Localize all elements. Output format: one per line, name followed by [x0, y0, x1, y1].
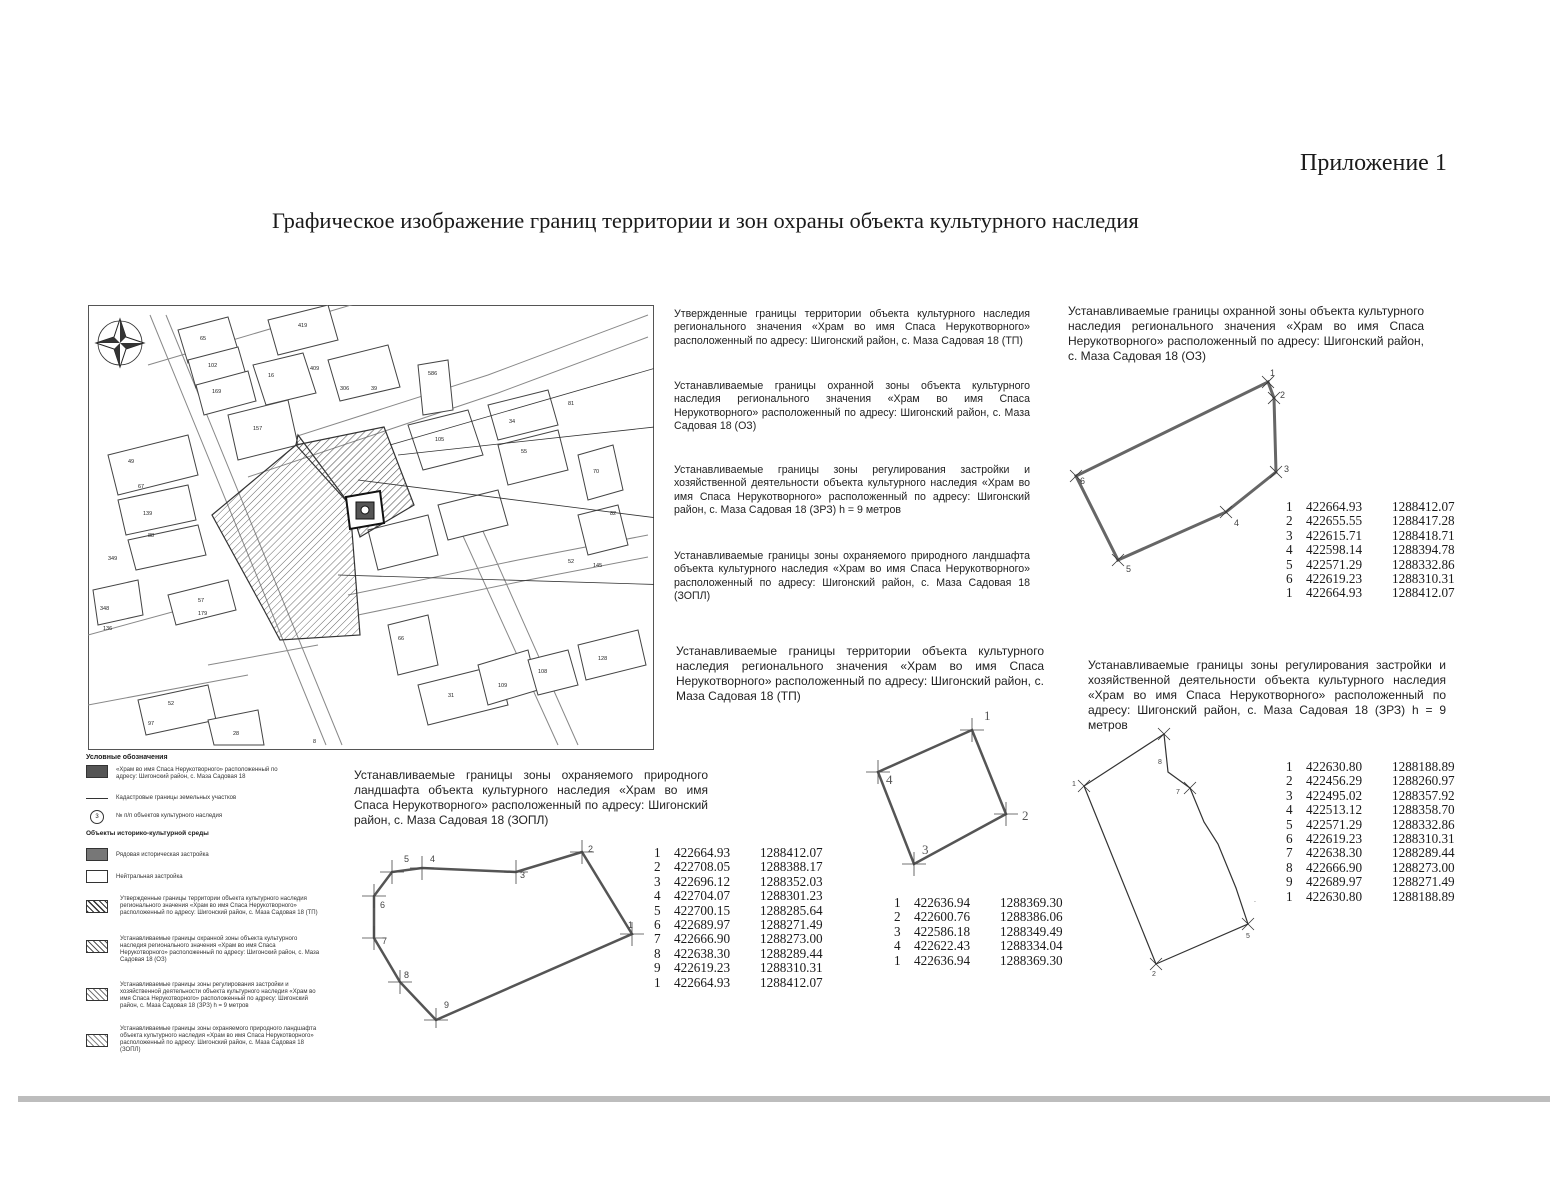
coord-x: 422586.18: [914, 923, 971, 939]
coord-row: [894, 939, 1063, 953]
map-label: 102: [208, 363, 218, 369]
site-map: [88, 305, 654, 750]
coord-row: [654, 947, 823, 961]
map-label: 34: [509, 419, 516, 425]
map-label: 55: [521, 449, 528, 455]
map-label: 136: [103, 626, 113, 632]
panel-zopl-diagram: [356, 838, 646, 1028]
svg-text:2: 2: [588, 844, 594, 854]
coord-row: [1286, 558, 1455, 572]
point-number: 9: [1286, 874, 1293, 890]
coord-row: [1286, 529, 1455, 543]
point-number: 3: [1286, 527, 1293, 543]
coord-x: 422664.93: [674, 845, 731, 860]
coord-y: 1288412.07: [760, 845, 823, 860]
map-label: 31: [448, 693, 455, 699]
coord-x: 422664.93: [674, 974, 731, 990]
map-label: 128: [598, 656, 608, 662]
coord-y: 1288417.28: [1392, 513, 1455, 529]
coord-x: 422655.55: [1306, 513, 1363, 529]
point-number: 4: [1286, 542, 1293, 558]
legend-zrz-swatch: [86, 988, 108, 1001]
svg-text:5: 5: [404, 854, 410, 864]
coord-row: [894, 910, 1063, 924]
point-number: 7: [1286, 845, 1293, 861]
point-number: 5: [1286, 556, 1293, 572]
annotation-zopl: Устанавливаемые границы зоны охраняемого природного ландшафта объекта культурного наследия «Храм во имя Спаса Нерукотворного» расположенный по адресу: Шигонский район, с. Маза Садовая 18 (ЗОПЛ): [674, 550, 1030, 603]
map-label: 82: [610, 511, 617, 517]
coord-y: 1288273.00: [760, 931, 823, 947]
coord-x: 422666.90: [1306, 859, 1363, 875]
coord-y: 1288188.89: [1392, 888, 1455, 904]
map-label: 28: [233, 731, 240, 737]
coord-y: 1288349.49: [1000, 923, 1063, 939]
point-number: 1: [1286, 499, 1293, 514]
coord-row: [654, 918, 823, 932]
coord-x: 422571.29: [1306, 556, 1363, 572]
coord-y: 1288369.30: [1000, 895, 1063, 910]
map-label: 179: [198, 611, 208, 617]
svg-text:8: 8: [1158, 759, 1162, 766]
coord-y: 1288388.17: [760, 859, 823, 875]
legend-cadastral-line: [86, 798, 108, 799]
coord-x: 422619.23: [674, 960, 731, 976]
coord-row: [1286, 572, 1455, 586]
legend-number-marker: 3: [90, 810, 104, 824]
svg-text:7: 7: [1176, 789, 1180, 796]
legend-neutral-swatch: [86, 870, 108, 883]
point-number: 1: [654, 845, 661, 860]
point-number: 2: [1286, 513, 1293, 529]
legend-env-header: Объекты историко-культурной среды: [86, 830, 209, 837]
map-label: 419: [298, 323, 308, 329]
svg-text:4: 4: [886, 772, 893, 787]
point-number: 2: [1286, 773, 1293, 789]
svg-text:9: 9: [444, 1000, 450, 1010]
coord-row: [654, 846, 823, 860]
coord-row: [1286, 832, 1455, 846]
coord-y: 1288412.07: [1392, 585, 1455, 601]
coord-y: 1288369.30: [1000, 952, 1063, 968]
legend-oz-label: Устанавливаемые границы охранной зоны объекта культурного наследия регионального значения «Храм во имя Спаса Нерукотворного» расположенный по адресу: Шигонский район, с. Маза Садовая 18 (ОЗ): [120, 936, 320, 963]
panel-zopl-title: Устанавливаемые границы зоны охраняемого природного ландшафта объекта культурного наследия «Храм во имя Спаса Нерукотворного» расположенный по адресу: Шигонский район, с. Маза Садовая 18 (ЗОПЛ): [354, 768, 708, 827]
coord-y: 1288301.23: [760, 888, 823, 904]
coord-y: 1288332.86: [1392, 556, 1455, 572]
coord-x: 422600.76: [914, 909, 971, 925]
coord-y: 1288273.00: [1392, 859, 1455, 875]
coord-x: 422619.23: [1306, 571, 1363, 587]
svg-text:4: 4: [1234, 518, 1240, 528]
map-label: 70: [593, 469, 600, 475]
coord-y: 1288412.07: [1392, 499, 1455, 514]
coord-row: [1286, 803, 1455, 817]
legend-zopl-swatch: [86, 1034, 108, 1047]
map-label: 157: [253, 426, 263, 432]
coord-row: [654, 904, 823, 918]
point-number: 8: [1286, 859, 1293, 875]
annotation-oz: Устанавливаемые границы охранной зоны объекта культурного наследия регионального значения «Храм во имя Спаса Нерукотворного» расположенный по адресу: Шигонский район, с. Маза Садовая 18 (ОЗ): [674, 380, 1030, 433]
coord-row: [1286, 875, 1455, 889]
coord-row: [1286, 500, 1455, 514]
coord-y: 1288188.89: [1392, 759, 1455, 774]
point-number: 2: [654, 859, 661, 875]
map-label: 16: [268, 373, 275, 379]
coord-x: 422704.07: [674, 888, 731, 904]
map-label: 52: [168, 701, 175, 707]
coord-x: 422666.90: [674, 931, 731, 947]
map-label: 67: [138, 484, 145, 490]
map-label: 409: [310, 366, 320, 372]
legend-number-label: № п/п объектов культурного наследия: [116, 813, 223, 819]
point-number: 1: [1286, 585, 1293, 601]
coord-row: [654, 860, 823, 874]
coord-y: 1288418.71: [1392, 527, 1455, 543]
coord-x: 422696.12: [674, 873, 731, 889]
page-title: Графическое изображение границ территории и зон охраны объекта культурного наследия: [272, 208, 1139, 233]
map-label: 169: [212, 389, 222, 395]
point-number: 1: [894, 952, 901, 968]
coord-x: 422598.14: [1306, 542, 1363, 558]
coord-row: [654, 875, 823, 889]
coord-y: 1288352.03: [760, 873, 823, 889]
map-label: 349: [108, 556, 118, 562]
coord-row: [1286, 543, 1455, 557]
point-number: 1: [1286, 759, 1293, 774]
coord-y: 1288334.04: [1000, 938, 1063, 954]
coord-y: 1288358.70: [1392, 802, 1455, 818]
coord-x: 422636.94: [914, 952, 971, 968]
coord-x: 422622.43: [914, 938, 971, 954]
coord-x: 422456.29: [1306, 773, 1363, 789]
coord-row: [1286, 861, 1455, 875]
map-label: 586: [428, 371, 438, 377]
point-number: 4: [1286, 802, 1293, 818]
svg-text:3: 3: [1284, 464, 1290, 474]
svg-text:4: 4: [430, 854, 436, 864]
svg-text:6: 6: [1080, 476, 1086, 486]
coord-y: 1288412.07: [760, 974, 823, 990]
point-number: 2: [894, 909, 901, 925]
point-number: 3: [1286, 787, 1293, 803]
coord-y: 1288332.86: [1392, 816, 1455, 832]
legend-oz-swatch: [86, 940, 108, 953]
coord-y: 1288357.92: [1392, 787, 1455, 803]
point-number: 9: [654, 960, 661, 976]
legend-tp-label: Утвержденные границы территории объекта культурного наследия регионального значения «Храм во имя Спаса Нерукотворного» расположенный по адресу: Шигонский район, с. Маза Садовая 18 (ТП): [120, 896, 318, 916]
panel-oz-diagram: [1064, 368, 1294, 580]
map-label: 39: [371, 386, 378, 392]
point-number: 3: [654, 873, 661, 889]
map-label: 66: [398, 636, 405, 642]
point-number: 1: [1286, 888, 1293, 904]
coord-x: 422630.80: [1306, 888, 1363, 904]
svg-text:3: 3: [520, 870, 526, 880]
map-label: 306: [340, 386, 350, 392]
coord-x: 422638.30: [674, 945, 731, 961]
legend-row-building-label: Рядовая историческая застройка: [116, 852, 209, 858]
coord-row: [654, 889, 823, 903]
legend-temple-label: «Храм во имя Спаса Нерукотворного» расположенный по адресу: Шигонский район, с. Маза Садовая 18: [116, 767, 278, 780]
legend-zrz-label: Устанавливаемые границы зоны регулирования застройки и хозяйственной деятельности объекта культурного наследия «Храм во имя Спаса Нерукотворного» расположенный по адресу: Шигонский район, с. Маза Садовая 18 (ЗРЗ) h = 9 метров: [120, 982, 316, 1009]
legend-neutral-label: Нейтральная застройка: [116, 874, 183, 880]
point-number: 7: [654, 931, 661, 947]
coord-x: 422495.02: [1306, 787, 1363, 803]
coord-y: 1288310.31: [1392, 831, 1455, 847]
coord-y: 1288310.31: [760, 960, 823, 976]
point-number: 6: [1286, 831, 1293, 847]
coord-x: 422571.29: [1306, 816, 1363, 832]
map-label: 145: [593, 563, 603, 569]
map-label: 139: [143, 511, 153, 517]
svg-text:5: 5: [1126, 564, 1132, 574]
point-number: 4: [654, 888, 661, 904]
coord-x: 422689.97: [1306, 874, 1363, 890]
panel-zrz-title: Устанавливаемые границы зоны регулирования застройки и хозяйственной деятельности объекта культурного наследия «Храм во имя Спаса Нерукотворного» расположенный по адресу: Шигонский район, с. Маза Садовая 18 (ЗРЗ) h = 9 метров: [1088, 658, 1446, 732]
map-label: 8: [313, 739, 317, 745]
point-number: 1: [654, 974, 661, 990]
coord-row: [1286, 586, 1455, 600]
svg-text:8: 8: [404, 970, 410, 980]
coord-y: 1288271.49: [1392, 874, 1455, 890]
coord-y: 1288394.78: [1392, 542, 1455, 558]
panel-oz-table: [1286, 500, 1455, 601]
coord-x: 422615.71: [1306, 527, 1363, 543]
legend-tp-swatch: [86, 900, 108, 913]
coord-x: 422513.12: [1306, 802, 1363, 818]
map-label: 97: [148, 721, 155, 727]
map-label: 105: [435, 437, 445, 443]
coord-y: 1288260.97: [1392, 773, 1455, 789]
coord-x: 422619.23: [1306, 831, 1363, 847]
svg-text:2: 2: [1280, 390, 1286, 400]
panel-tp-table: [894, 896, 1063, 968]
legend-temple-swatch: [86, 765, 108, 778]
point-number: 4: [894, 938, 901, 954]
map-label: 49: [128, 459, 135, 465]
coord-row: [1286, 818, 1455, 832]
panel-zrz-table: [1286, 760, 1455, 904]
svg-text:1: 1: [1270, 368, 1276, 378]
svg-text:3: 3: [922, 842, 929, 857]
svg-text:2: 2: [1152, 971, 1156, 976]
coord-x: 422638.30: [1306, 845, 1363, 861]
point-number: 1: [894, 895, 901, 910]
map-label: 108: [538, 669, 548, 675]
coord-x: 422708.05: [674, 859, 731, 875]
coord-x: 422689.97: [674, 917, 731, 933]
coord-row: [1286, 789, 1455, 803]
panel-tp-diagram: [866, 710, 1046, 880]
coord-y: 1288289.44: [760, 945, 823, 961]
point-number: 5: [1286, 816, 1293, 832]
map-label: 65: [200, 336, 207, 342]
svg-text:1: 1: [1072, 781, 1076, 788]
coord-row: [654, 961, 823, 975]
annotation-zrz: Устанавливаемые границы зоны регулирования застройки и хозяйственной деятельности объекта культурного наследия «Храм во имя Спаса Нерукотворного» расположенный по адресу: Шигонский район, с. Маза Садовая 18 (ЗРЗ) h = 9 метров: [674, 464, 1030, 517]
coord-x: 422700.15: [674, 902, 731, 918]
panel-zrz-diagram: [1064, 724, 1264, 976]
legend-cadastral-label: Кадастровые границы земельных участков: [116, 795, 237, 801]
coord-y: 1288310.31: [1392, 571, 1455, 587]
panel-tp-title: Устанавливаемые границы территории объекта культурного наследия регионального значения «Храм во имя Спаса Нерукотворного» расположенный по адресу: Шигонский район, с. Маза Садовая 18 (ТП): [676, 644, 1044, 703]
coord-row: [1286, 760, 1455, 774]
coord-y: 1288289.44: [1392, 845, 1455, 861]
coord-x: 422630.80: [1306, 759, 1363, 774]
coord-y: 1288271.49: [760, 917, 823, 933]
map-label: 88: [148, 533, 155, 539]
map-label: 348: [100, 606, 110, 612]
coord-row: [894, 896, 1063, 910]
map-label: 57: [198, 598, 205, 604]
appendix-label: Приложение 1: [1300, 150, 1447, 176]
point-number: 3: [894, 923, 901, 939]
map-label: 52: [568, 559, 575, 565]
coord-row: [1286, 890, 1455, 904]
point-number: 6: [1286, 571, 1293, 587]
map-label: 81: [568, 401, 575, 407]
page-divider: [18, 1096, 1550, 1102]
svg-text:7: 7: [382, 936, 388, 946]
svg-text:1: 1: [628, 920, 634, 930]
coord-row: [894, 954, 1063, 968]
coord-x: 422664.93: [1306, 499, 1363, 514]
panel-oz-title: Устанавливаемые границы охранной зоны объекта культурного наследия регионального значения «Храм во имя Спаса Нерукотворного» расположенный по адресу: Шигонский район, с. Маза Садовая 18 (ОЗ): [1068, 304, 1424, 363]
svg-text:6: 6: [380, 900, 386, 910]
point-number: 5: [654, 902, 661, 918]
coord-x: 422664.93: [1306, 585, 1363, 601]
coord-row: [654, 976, 823, 990]
legend-title: Условные обозначения: [86, 754, 168, 761]
coord-row: [1286, 846, 1455, 860]
coord-y: 1288386.06: [1000, 909, 1063, 925]
svg-text:5: 5: [1246, 933, 1250, 940]
annotation-tp: Утвержденные границы территории объекта культурного наследия регионального значения «Храм во имя Спаса Нерукотворного» расположенный по адресу: Шигонский район, с. Маза Садовая 18 (ТП): [674, 308, 1030, 347]
coord-x: 422636.94: [914, 895, 971, 910]
svg-text:1: 1: [984, 710, 991, 723]
legend-row-building-swatch: [86, 848, 108, 861]
coord-row: [1286, 514, 1455, 528]
map-label: 109: [498, 683, 508, 689]
coord-row: [1286, 774, 1455, 788]
panel-zopl-table: [654, 846, 823, 990]
legend-zopl-label: Устанавливаемые границы зоны охраняемого природного ландшафта объекта культурного наследия «Храм во имя Спаса Нерукотворного» расположенный по адресу: Шигонский район, с. Маза Садовая 18 (ЗОПЛ): [120, 1026, 317, 1053]
coord-row: [654, 932, 823, 946]
svg-text:2: 2: [1022, 808, 1029, 823]
svg-text:.: .: [1254, 897, 1256, 904]
coord-row: [894, 925, 1063, 939]
point-number: 6: [654, 917, 661, 933]
coord-y: 1288285.64: [760, 902, 823, 918]
point-number: 8: [654, 945, 661, 961]
